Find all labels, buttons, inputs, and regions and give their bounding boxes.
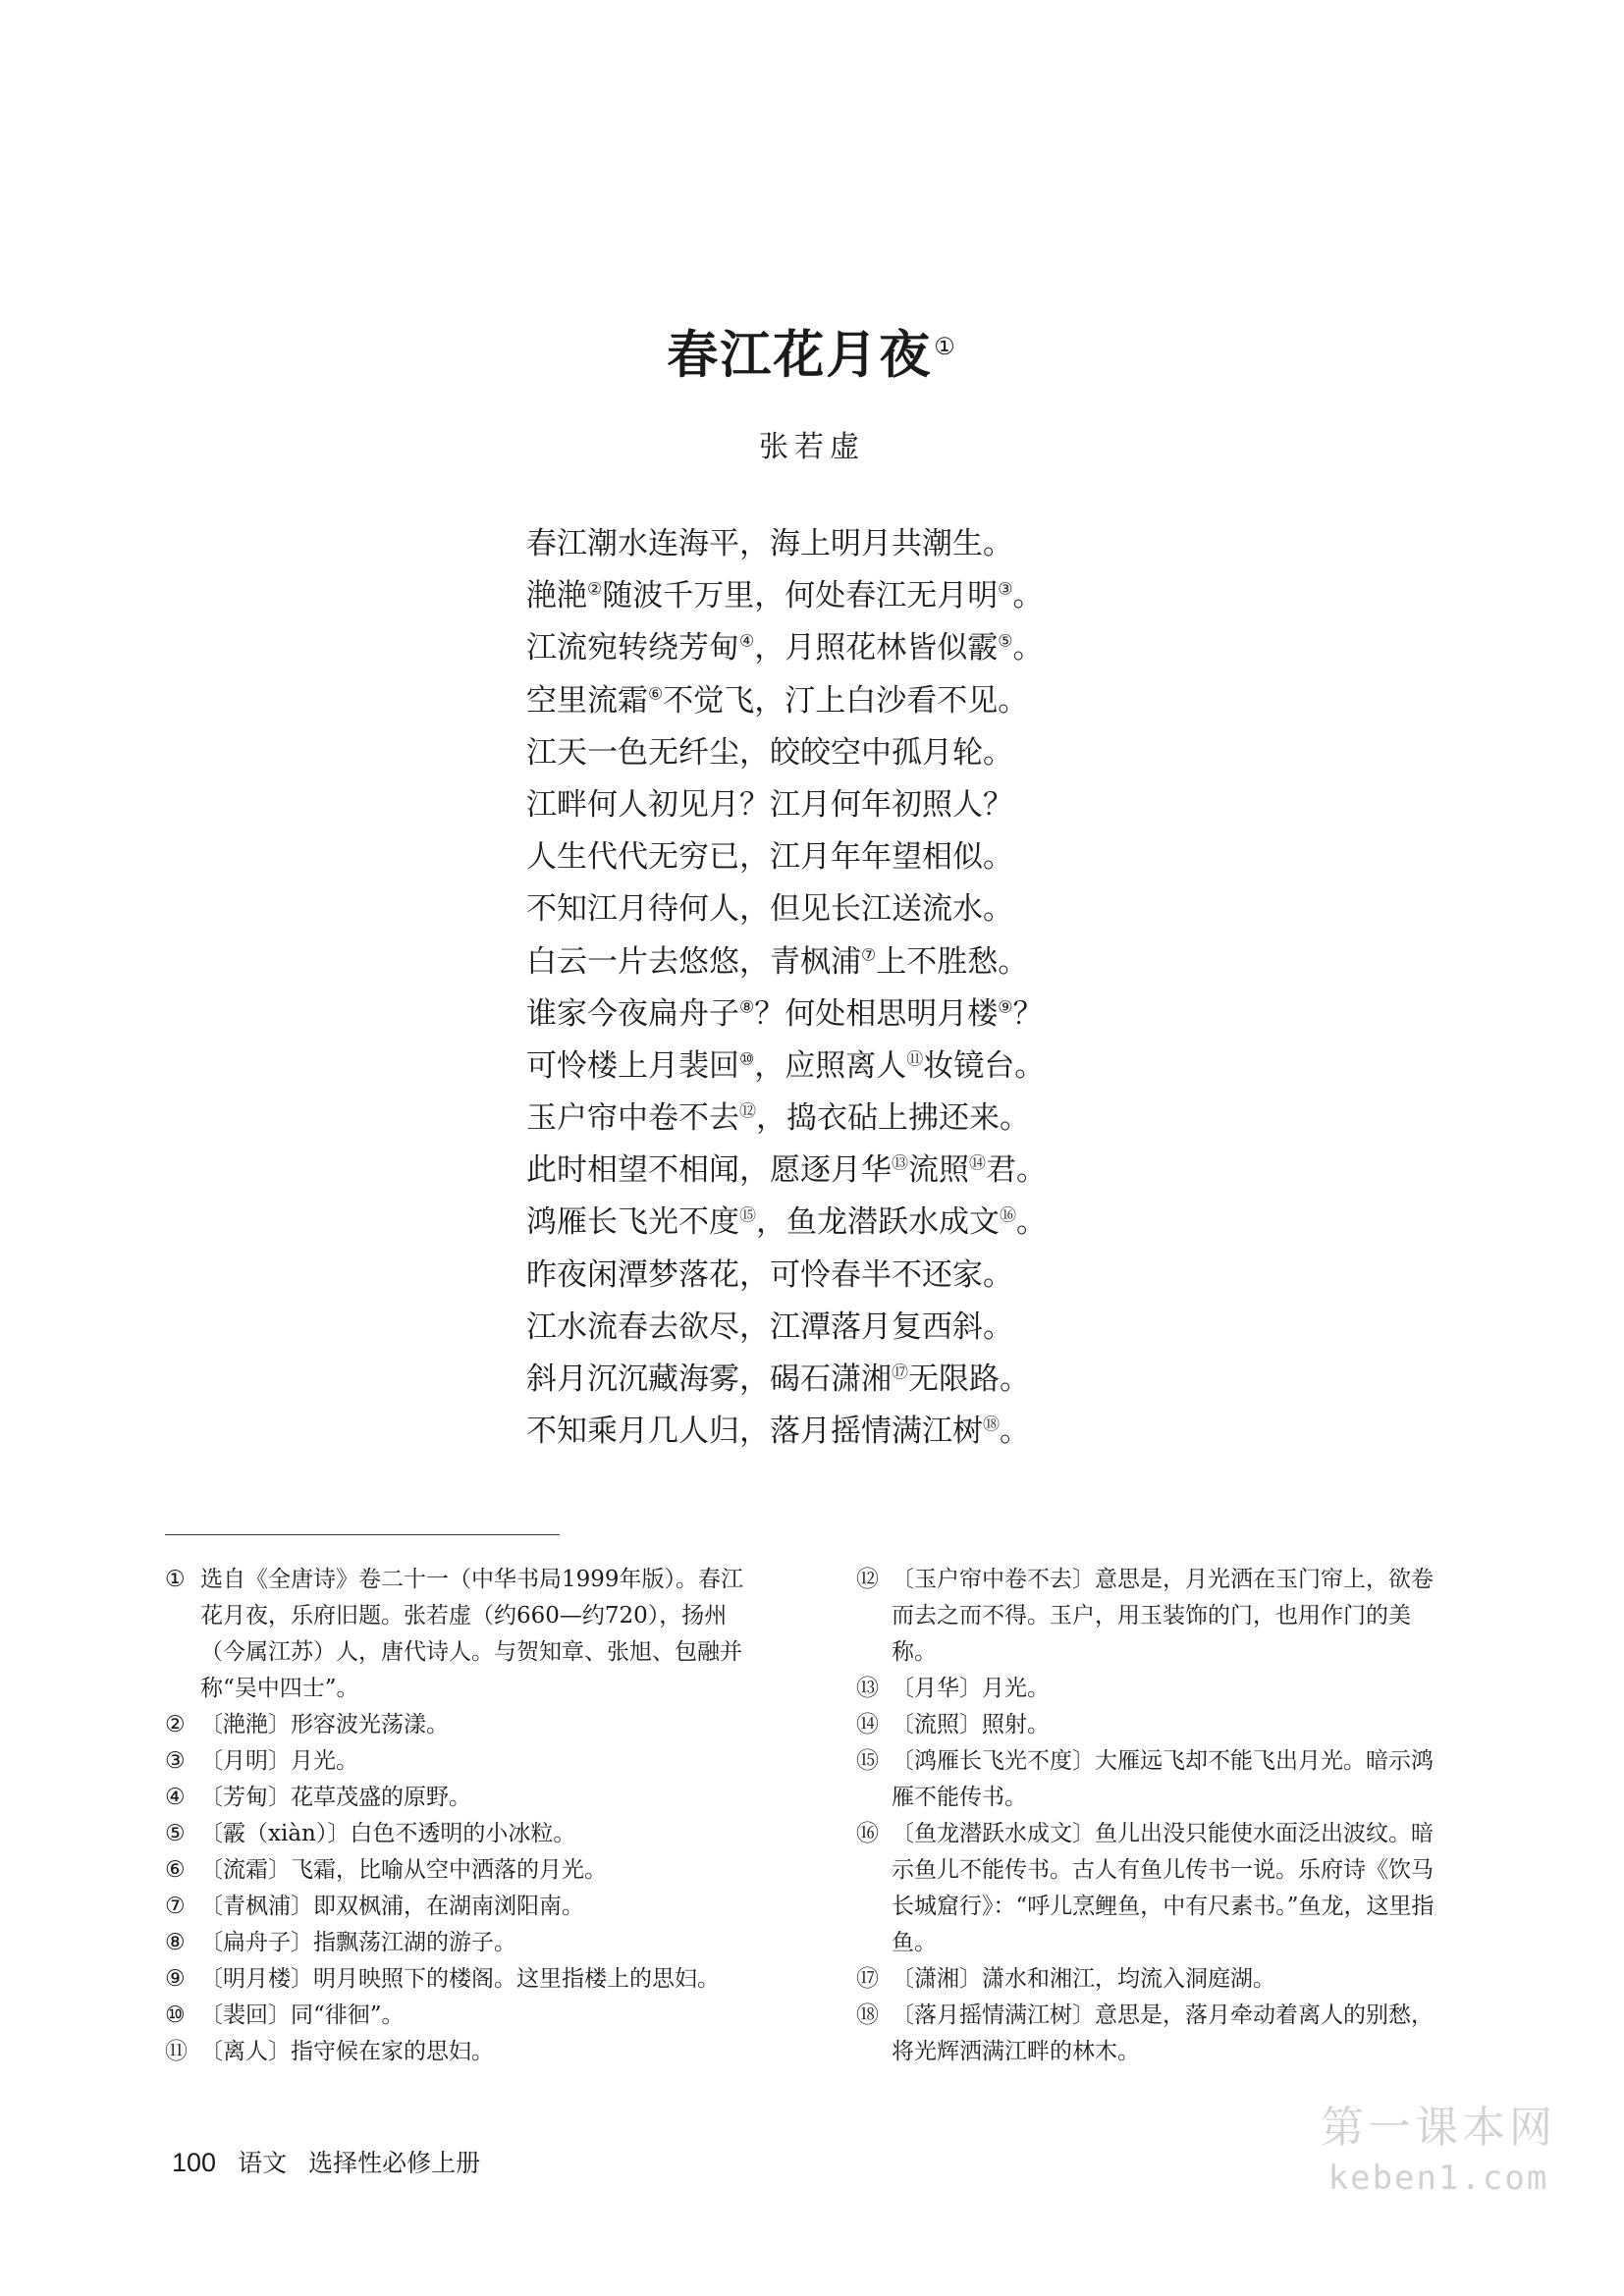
poem-line xyxy=(526,570,1312,622)
footnote-text: 〔月华〕月光。 xyxy=(892,1676,1050,1701)
footnote-number: ⑪ xyxy=(165,2039,188,2064)
poem-line-text: 此时相望不相闻，愿逐月华 xyxy=(526,1152,892,1189)
footnote-item xyxy=(856,1562,1455,1671)
footnote-text: 〔流霜〕飞霜，比喻从空中洒落的月光。 xyxy=(200,1857,607,1883)
poem-note-marker: ⑦ xyxy=(861,945,877,966)
poem-line-text: 可怜楼上月裴回 xyxy=(526,1047,739,1084)
poem-line-text: ？ xyxy=(1012,995,1044,1032)
footnote-text: 〔潇湘〕潇水和湘江，均流入洞庭湖。 xyxy=(892,1966,1275,1992)
watermark-line-1: 第一课本网 xyxy=(1321,2103,1556,2153)
footnote-item xyxy=(165,1780,764,1816)
footnotes-right-column xyxy=(856,1562,1455,2070)
poem-line xyxy=(526,779,1312,831)
footnote-item xyxy=(856,1816,1455,1961)
footnote-text: 〔裴回〕同“徘徊”。 xyxy=(200,2002,405,2028)
poem-line xyxy=(526,883,1312,935)
poem-title-text: 春江花月夜 xyxy=(667,325,933,386)
poem-line-text: ？何处相思明月楼 xyxy=(754,995,999,1032)
poem-line-text: 上不胜愁。 xyxy=(876,943,1029,980)
page-footer xyxy=(172,2144,480,2179)
poem-line-text: 无限路。 xyxy=(908,1362,1030,1397)
poem-line-text: 谁家今夜扁舟子 xyxy=(526,995,739,1032)
footnote-item xyxy=(856,1707,1455,1743)
poem-note-marker: ⑪ xyxy=(906,1049,924,1070)
footnote-text: 〔青枫浦〕即双枫浦，在湖南浏阳南。 xyxy=(200,1894,584,1919)
poem-line-text: 妆镜台。 xyxy=(923,1047,1046,1084)
footnote-number: ⑦ xyxy=(165,1894,186,1919)
poem-line-text: 春江潮水连海平，海上明月共潮生。 xyxy=(526,526,1013,561)
footnote-text: 〔霰（xiàn）〕白色不透明的小冰粒。 xyxy=(200,1821,576,1846)
poem-line-text: 滟滟 xyxy=(526,578,587,614)
footer-book-title: 选择性必修上册 xyxy=(308,2149,481,2177)
poem-line-text: 江水流春去欲尽，江潭落月复西斜。 xyxy=(526,1308,1013,1345)
footnote-number: ⑭ xyxy=(856,1712,879,1737)
poem-line-text: 不知乘月几人归，落月摇情满江树 xyxy=(526,1414,983,1450)
footnote-number: ④ xyxy=(165,1785,186,1810)
footnote-item xyxy=(165,1925,764,1961)
footnote-item xyxy=(856,1671,1455,1707)
poem-line xyxy=(526,622,1312,674)
footnote-text: 〔芳甸〕花草茂盛的原野。 xyxy=(200,1785,471,1810)
poem-note-marker: ③ xyxy=(998,579,1013,600)
poem-line-text: 白云一片去悠悠，青枫浦 xyxy=(526,943,861,980)
footnote-item xyxy=(165,1889,764,1925)
poem-line-text: 。 xyxy=(1000,1414,1030,1450)
poem-line xyxy=(526,1145,1312,1197)
poem-line-text: 玉户帘中卷不去 xyxy=(526,1100,739,1137)
footnote-item xyxy=(165,1816,764,1852)
footnote-item xyxy=(165,2034,764,2070)
footnote-number: ⑧ xyxy=(165,1930,186,1955)
poem-note-marker: ⑭ xyxy=(969,1153,986,1174)
poem-line-text: 随波千万里，何处春江无月明 xyxy=(602,578,999,614)
poem-line-text: ，应照离人 xyxy=(754,1047,907,1084)
poem-line xyxy=(526,1093,1312,1145)
footnote-item xyxy=(856,1998,1455,2070)
footnote-number: ⑨ xyxy=(165,1966,186,1992)
footnote-number: ⑬ xyxy=(856,1676,879,1701)
poem-line-text: 君。 xyxy=(986,1152,1047,1189)
poem-line xyxy=(526,1302,1312,1354)
poem-line-text: 江流宛转绕芳甸 xyxy=(526,630,739,667)
poem-line-text: 。 xyxy=(1012,578,1044,614)
poem-note-marker: ⑮ xyxy=(739,1206,756,1227)
footnote-item xyxy=(856,1743,1455,1816)
poem-line xyxy=(526,936,1312,988)
footnote-text: 〔明月楼〕明月映照下的楼阁。这里指楼上的思妇。 xyxy=(200,1966,720,1992)
poem-note-marker: ② xyxy=(587,579,603,600)
footnote-number: ⑤ xyxy=(165,1821,186,1846)
footnote-text: 选自《全唐诗》卷二十一（中华书局1999年版）。春江花月夜，乐府旧题。张若虚（约660—约720），扬州（今属江苏）人，唐代诗人。与贺知章、张旭、包融并称“吴中四士”。 xyxy=(200,1567,744,1701)
poem-line xyxy=(526,675,1312,727)
poem-line xyxy=(526,1250,1312,1302)
poem-line-text: 江天一色无纤尘，皎皎空中孤月轮。 xyxy=(526,734,1013,771)
footnote-text: 〔流照〕照射。 xyxy=(892,1712,1050,1737)
footnote-text: 〔滟滟〕形容波光荡漾。 xyxy=(200,1712,449,1737)
poem-body xyxy=(526,518,1312,1458)
poem-line xyxy=(526,1197,1312,1249)
poem-note-marker: ⑨ xyxy=(998,997,1013,1018)
poem-line-text: 。 xyxy=(1016,1204,1047,1241)
poem-line-text: 人生代代无穷已，江月年年望相似。 xyxy=(526,839,1013,876)
footnote-text: 〔月明〕月光。 xyxy=(200,1748,358,1774)
poem-line-text: 。 xyxy=(1012,630,1044,667)
footnote-number: ⑮ xyxy=(856,1748,879,1774)
footnote-item xyxy=(856,1961,1455,1998)
footnote-item xyxy=(165,1743,764,1780)
poem-note-marker: ④ xyxy=(739,632,755,653)
site-watermark xyxy=(1276,2101,1600,2201)
poem-line-text: 斜月沉沉藏海雾，碣石潇湘 xyxy=(526,1362,892,1397)
poem-line xyxy=(526,1041,1312,1093)
poem-line-text: 空里流霜 xyxy=(526,682,648,719)
footer-subject: 语文 xyxy=(238,2149,288,2177)
poem-line xyxy=(526,727,1312,779)
footnote-text: 〔落月摇情满江树〕意思是，落月牵动着离人的别愁，将光辉洒满江畔的林木。 xyxy=(892,2002,1434,2064)
footnote-number: ⑰ xyxy=(856,1966,879,1992)
poem-line xyxy=(526,988,1312,1041)
footnote-item xyxy=(165,1562,764,1707)
poem-line xyxy=(526,1354,1312,1406)
poem-line-text: 流照 xyxy=(908,1152,969,1189)
footnotes-left-column xyxy=(165,1562,764,2070)
poem-author: 张若虚 xyxy=(759,430,865,464)
title-note-marker: ① xyxy=(934,333,957,360)
poem-note-marker: ⑯ xyxy=(1000,1206,1016,1227)
footnote-text: 〔离人〕指守候在家的思妇。 xyxy=(200,2039,494,2064)
footnote-item xyxy=(165,1852,764,1889)
page-number: 100 xyxy=(172,2148,217,2177)
poem-line xyxy=(526,831,1312,883)
footnote-text: 〔鱼龙潜跃水成文〕鱼儿出没只能使水面泛出波纹。暗示鱼儿不能传书。古人有鱼儿传书一说。乐府诗《饮马长城窟行》：“呼儿烹鲤鱼，中有尺素书。”鱼龙，这里指鱼。 xyxy=(892,1821,1435,1955)
footnote-number: ② xyxy=(165,1712,186,1737)
poem-note-marker: ⑫ xyxy=(739,1101,756,1122)
poem-line-text: ，鱼龙潜跃水成文 xyxy=(756,1204,1000,1241)
footnote-number: ③ xyxy=(165,1748,186,1774)
footnote-item xyxy=(165,1998,764,2034)
footnote-number: ⑩ xyxy=(165,2002,186,2028)
watermark-line-2: keben1.com xyxy=(1327,2159,1549,2198)
poem-line-text: 昨夜闲潭梦落花，可怜春半不还家。 xyxy=(526,1256,1013,1293)
poem-line xyxy=(526,1406,1312,1458)
poem-note-marker: ⑬ xyxy=(892,1153,908,1174)
poem-line xyxy=(526,518,1312,570)
poem-note-marker: ⑤ xyxy=(998,632,1013,653)
poem-line-text: 不知江月待何人，但见长江送流水。 xyxy=(526,891,1013,928)
footnote-number: ⑥ xyxy=(165,1857,186,1883)
footnote-text: 〔鸿雁长飞光不度〕大雁远飞却不能飞出月光。暗示鸿雁不能传书。 xyxy=(892,1748,1434,1810)
poem-line-text: 江畔何人初见月？江月何年初照人？ xyxy=(526,786,1013,823)
footnote-number: ① xyxy=(165,1567,186,1592)
poem-line-text: 不觉飞，汀上白沙看不见。 xyxy=(663,682,1029,719)
poem-note-marker: ⑰ xyxy=(892,1362,908,1383)
footnote-item xyxy=(165,1961,764,1998)
poem-line-text: ，月照花林皆似霰 xyxy=(754,630,999,667)
poem-note-marker: ⑧ xyxy=(739,997,755,1018)
footnote-divider xyxy=(165,1534,560,1535)
poem-line-text: 鸿雁长飞光不度 xyxy=(526,1204,739,1241)
poem-title xyxy=(0,312,1624,390)
footnote-text: 〔扁舟子〕指飘荡江湖的游子。 xyxy=(200,1930,516,1955)
footnote-number: ⑫ xyxy=(856,1567,879,1592)
poem-note-marker: ⑩ xyxy=(739,1049,755,1070)
poem-line-text: ，捣衣砧上拂还来。 xyxy=(756,1100,1030,1137)
poem-note-marker: ⑥ xyxy=(648,684,664,705)
footnote-number: ⑱ xyxy=(856,2002,879,2028)
poem-note-marker: ⑱ xyxy=(983,1415,1000,1435)
footnote-number: ⑯ xyxy=(856,1821,879,1846)
footnote-item xyxy=(165,1707,764,1743)
footnote-text: 〔玉户帘中卷不去〕意思是，月光洒在玉门帘上，欲卷而去之而不得。玉户，用玉装饰的门，也用作门的美称。 xyxy=(892,1567,1434,1665)
